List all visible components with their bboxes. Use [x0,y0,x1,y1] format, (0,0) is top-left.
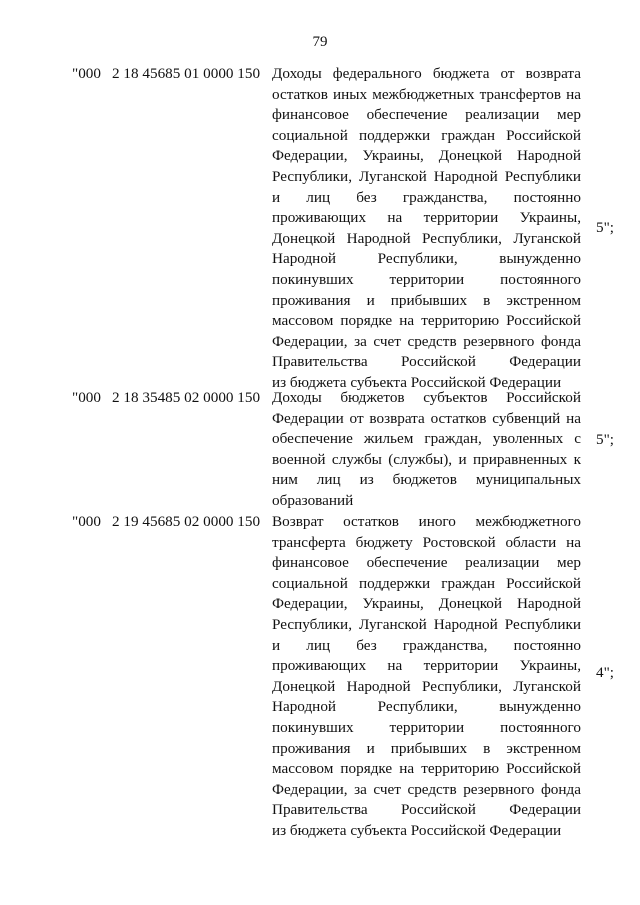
admin-code: "000 [72,65,101,82]
budget-code-table [0,64,640,839]
row-amount: 4"; [595,664,614,681]
row-description [272,64,581,394]
description-text: Доходы федерального бюджета от возврата остатков иных межбюджетных трансфертов на финансовое обеспечение реализации мер социальной поддержки граждан Российской Федерации, Украины, Донецкой Народной Республики, Луганской Народной Республики и лиц без гражданства, постоянно проживающих на территории Украины, Донецкой Народной Республики, Луганской Народной Республики, вынужденно покинувших территории постоянного проживания и прибывших в экстренном массовом порядке на территорию Российской Федерации, за счет средств резервного фонда Правительства Российской Федерации [272,65,581,371]
row-description [272,388,581,512]
budget-classification-code: 2 18 45685 01 0000 150 [112,65,261,82]
admin-code: "000 [72,389,101,406]
description-text: Доходы бюджетов субъектов Российской Федерации от возврата остатков субвенций на обеспечение жильем граждан, уволенных с военной службы (службы), и приравненных к ним лиц из бюджетов муниципальных [272,389,581,489]
row-description [272,512,581,842]
table-row [0,512,640,839]
page-number: 79 [312,34,328,50]
description-last-line: из бюджета субъекта Российской Федерации [272,373,562,391]
row-amount: 5"; [595,219,614,236]
description-text: Возврат остатков иного межбюджетного трансферта бюджету Ростовской области на финансовое обеспечение реализации мер социальной поддержки граждан Российской Федерации, Украины, Донецкой Народной Республики, Луганской Народной Республики и лиц без гражданства, постоянно проживающих на территории Украины, Донецкой Народной Республики, Луганской Народной Республики, вынужденно покинувших территории постоянного проживания и прибывших в экстренном массовом порядке на территорию Российской Федерации, за счет средств резервного фонда Правительства Российской Федерации [272,513,581,819]
description-last-line: из бюджета субъекта Российской Федерации [272,821,562,839]
row-code-cell [72,388,260,409]
row-code-cell [72,512,260,533]
description-last-line: образований [272,491,354,509]
admin-code: "000 [72,513,101,530]
table-row [0,388,640,512]
budget-classification-code: 2 18 35485 02 0000 150 [112,389,261,406]
table-row [0,64,640,391]
row-code-cell [72,64,260,85]
budget-classification-code: 2 19 45685 02 0000 150 [112,513,261,530]
row-amount: 5"; [595,431,614,448]
